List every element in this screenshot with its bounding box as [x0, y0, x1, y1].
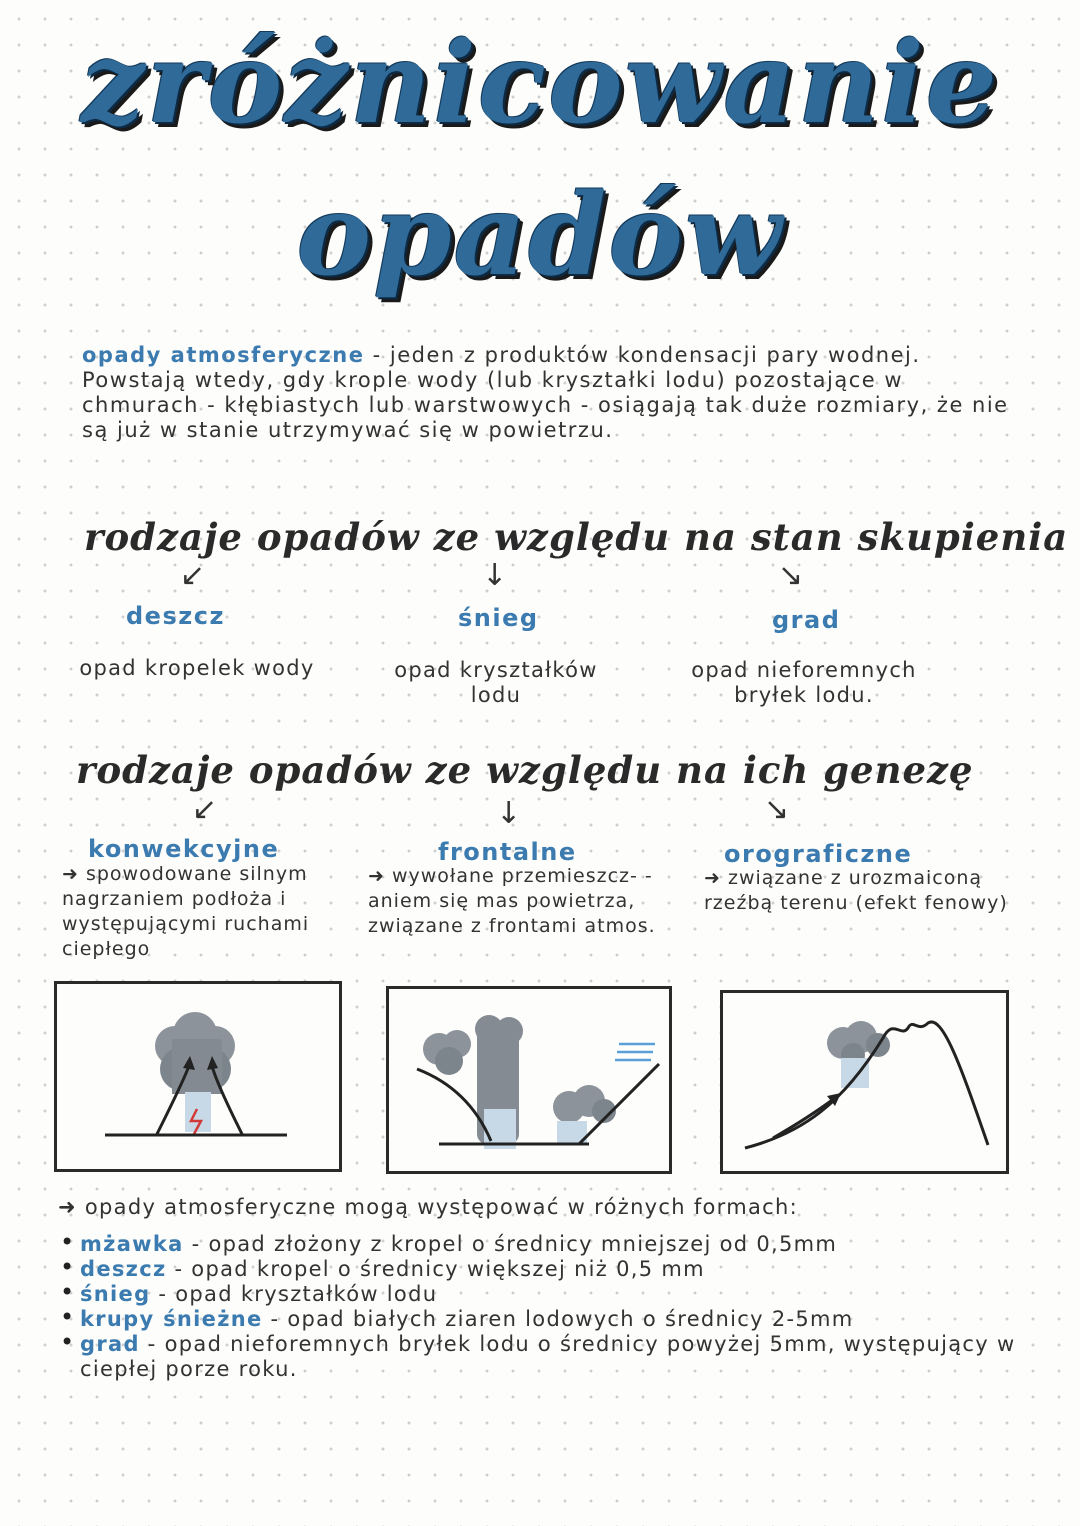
- state-item-desc: opad kropelek wody: [79, 656, 315, 680]
- state-heading: rodzaje opadów ze względu na stan skupienia: [84, 515, 1069, 559]
- frontal-illustration: [386, 986, 672, 1174]
- arrow-down-left-icon: ↙: [192, 792, 218, 827]
- state-item-name: grad: [772, 606, 841, 634]
- convective-illustration: [54, 981, 342, 1172]
- state-item-name: deszcz: [126, 602, 225, 630]
- arrow-down-right-icon: ↘: [764, 792, 790, 827]
- forms-section: [58, 1195, 1028, 1382]
- intro-term: opady atmosferyczne: [82, 343, 365, 367]
- genesis-item-desc: ➜ związane z urozmaiconą rzeźbą terenu (efekt fenowy): [704, 867, 1008, 914]
- page-title-line2: opadów: [296, 170, 784, 301]
- warm-air-icon: [615, 1044, 655, 1060]
- genesis-item-desc: ➜ wywołane przemieszcz- -aniem się mas powietrza, związane z frontami atmos.: [368, 865, 656, 937]
- arrow-down-icon: ↓: [496, 796, 522, 831]
- genesis-item-desc: ➜ spowodowane silnym nagrzaniem podłoża i występującymi ruchami ciepłego: [62, 863, 310, 960]
- arrow-down-right-icon: ↘: [778, 558, 804, 593]
- list-item: • deszcz - opad kropel o średnicy większej niż 0,5 mm: [80, 1257, 1028, 1282]
- list-item: • mżawka - opad złożony z kropel o średnicy mniejszej od 0,5mm: [80, 1232, 1028, 1257]
- forms-list: [58, 1232, 1028, 1382]
- genesis-item-name: konwekcyjne: [88, 835, 280, 863]
- state-item-desc: opad kryształków lodu: [394, 658, 598, 707]
- forms-intro: ➜ opady atmosferyczne mogą występować w różnych formach:: [58, 1195, 798, 1219]
- arrow-right-icon: ➜: [704, 867, 728, 889]
- arrow-down-icon: ↓: [482, 558, 508, 593]
- list-item: • grad - opad nieforemnych bryłek lodu o średnicy powyżej 5mm, występujący w ciepłej porze roku.: [80, 1332, 1028, 1382]
- list-item: • śnieg - opad kryształków lodu: [80, 1282, 1028, 1307]
- state-item-name: śnieg: [458, 604, 539, 632]
- orographic-illustration: [720, 990, 1009, 1174]
- page-title-line1: zróżnicowanie: [80, 18, 999, 149]
- intro-paragraph: [82, 343, 1022, 443]
- arrow-down-left-icon: ↙: [180, 558, 206, 593]
- arrow-right-icon: ➜: [58, 1195, 85, 1219]
- genesis-item-name: frontalne: [438, 838, 577, 866]
- genesis-item-name: orograficzne: [724, 840, 913, 868]
- intro-text: - jeden z produktów kondensacji pary wodnej. Powstają wtedy, gdy krople wody (lub kryształki lodu) pozostające w chmurach - kłębiastych lub warstwowych - osiągają tak duże rozmiary, że nie są już w stanie utrzymywać się w powietrzu.: [82, 343, 1009, 442]
- state-item-desc: opad nieforemnych bryłek lodu.: [691, 658, 917, 707]
- arrow-right-icon: ➜: [368, 865, 392, 887]
- list-item: • krupy śnieżne - opad białych ziaren lodowych o średnicy 2-5mm: [80, 1307, 1028, 1332]
- arrow-right-icon: ➜: [62, 863, 86, 885]
- genesis-heading: rodzaje opadów ze względu na ich genezę: [76, 748, 974, 792]
